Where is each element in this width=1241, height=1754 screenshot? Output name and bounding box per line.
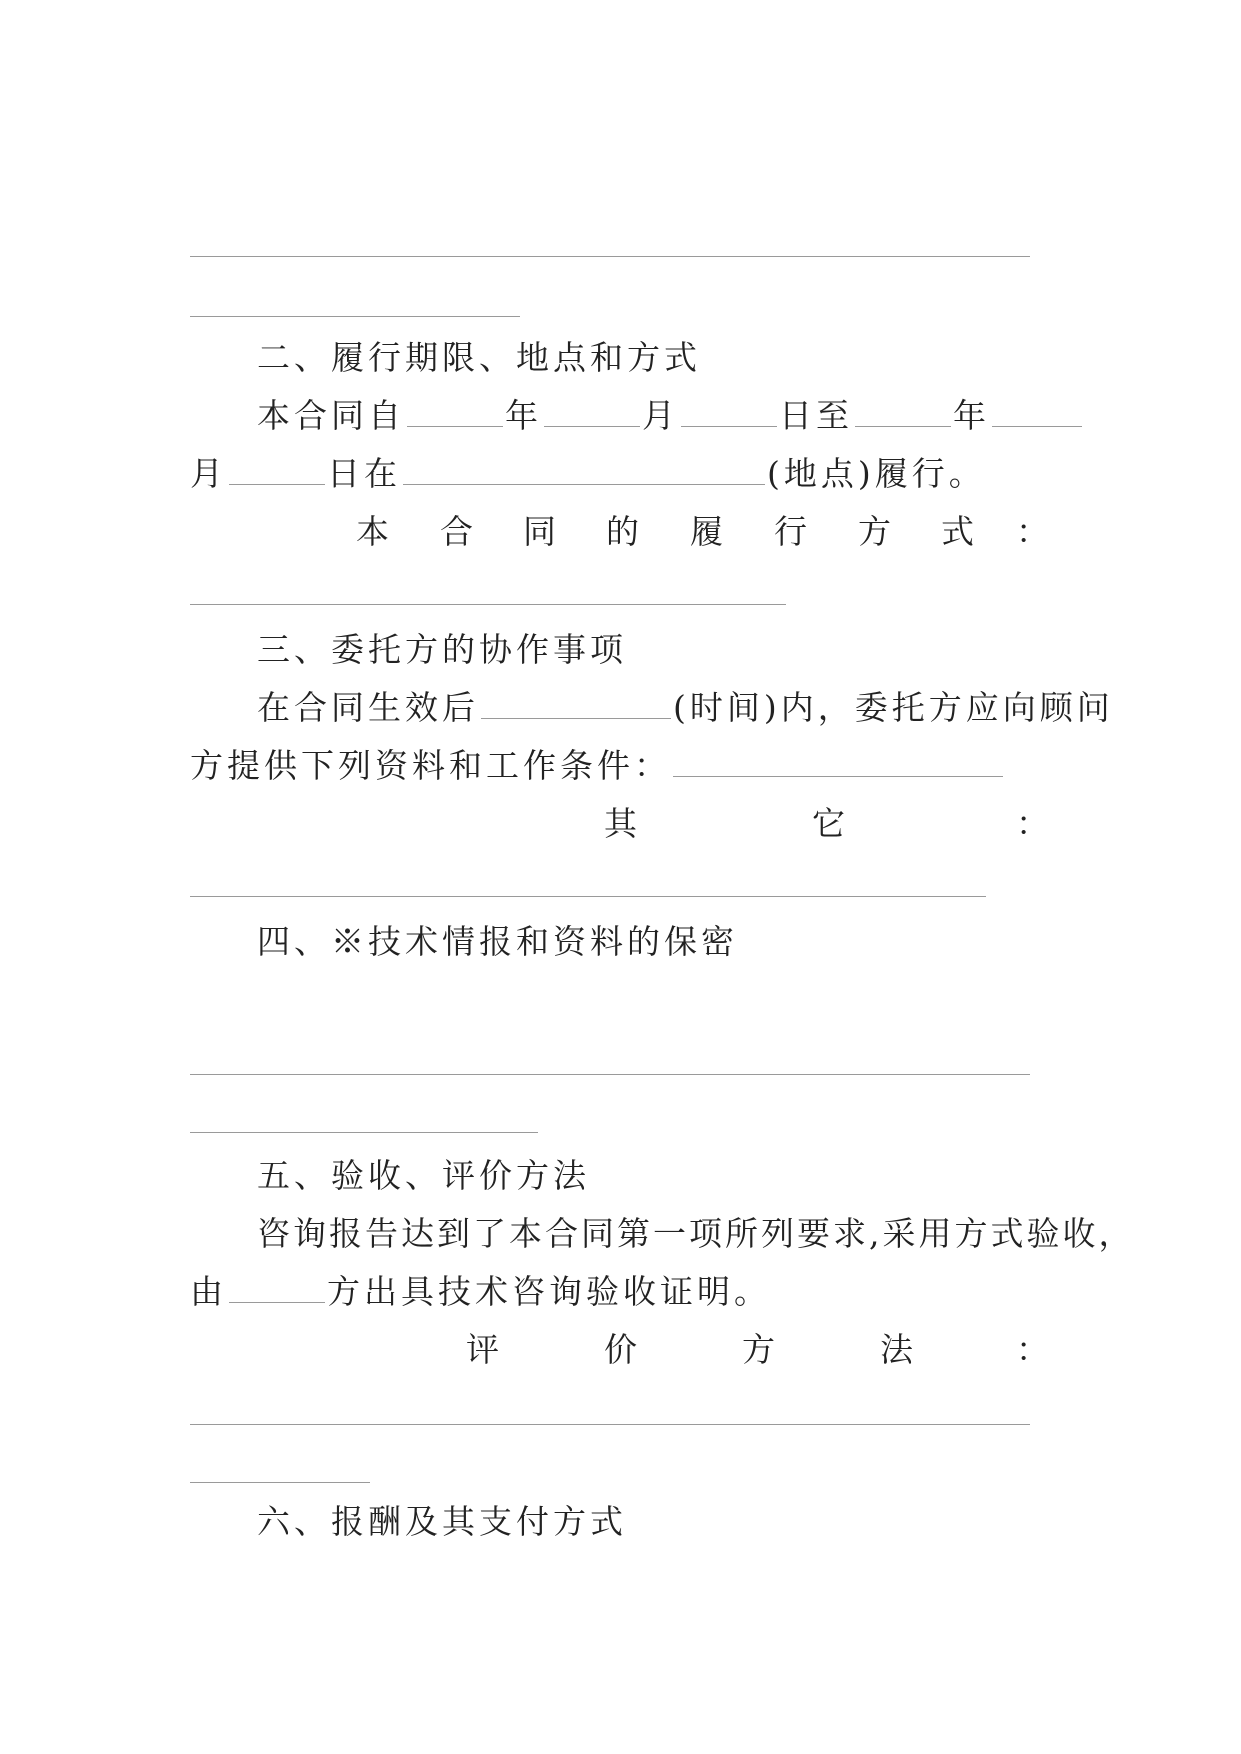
fill-line[interactable] <box>190 316 520 317</box>
text-fragment: 年 <box>953 396 990 435</box>
spread-char: 它 <box>812 804 845 843</box>
fill-line[interactable] <box>190 1482 370 1483</box>
text-fragment: 日在 <box>327 454 401 493</box>
fill-line[interactable] <box>190 256 1030 257</box>
spread-char: ： <box>1016 1330 1049 1369</box>
blank-field[interactable] <box>407 396 503 427</box>
section-heading: 二、履行期限、地点和方式 <box>257 338 701 377</box>
spread-char: 价 <box>604 1330 637 1369</box>
spread-char: 合 <box>440 512 473 551</box>
text-fragment: 日至 <box>779 396 853 435</box>
spread-char: 同 <box>523 512 556 551</box>
spread-char: 其 <box>604 804 637 843</box>
spread-char: 评 <box>466 1330 499 1369</box>
text-fragment: 月 <box>190 454 227 493</box>
text-fragment: 方提供下列资料和工作条件： <box>190 746 671 785</box>
paragraph-line <box>257 688 1114 728</box>
text-fragment: 年 <box>505 396 542 435</box>
text-fragment: 方出具技术咨询验收证明。 <box>327 1272 771 1311</box>
fill-line[interactable] <box>190 604 786 605</box>
paragraph-line <box>190 746 1005 786</box>
text-fragment: 本合同自 <box>257 396 405 435</box>
spread-char: ： <box>1016 804 1049 843</box>
section-heading: 四、※技术情报和资料的保密 <box>257 922 738 961</box>
paragraph-line <box>190 1272 771 1312</box>
spread-char: 方 <box>742 1330 775 1369</box>
blank-field[interactable] <box>673 746 1003 777</box>
section-heading: 五、验收、评价方法 <box>257 1156 590 1195</box>
blank-field[interactable] <box>992 396 1082 427</box>
text-fragment: (时间)内，委托方应向顾问 <box>673 688 1114 727</box>
spread-char: 行 <box>774 512 807 551</box>
paragraph-line: 咨询报告达到了本合同第一项所列要求,采用方式验收， <box>257 1214 1135 1253</box>
paragraph-line <box>257 396 1084 436</box>
blank-field[interactable] <box>403 454 765 485</box>
text-fragment: (地点)履行。 <box>767 454 986 493</box>
spread-char: 履 <box>690 512 723 551</box>
blank-field[interactable] <box>229 1272 325 1303</box>
text-fragment: 在合同生效后 <box>257 688 479 727</box>
spread-char: 法 <box>880 1330 913 1369</box>
paragraph-line <box>190 454 986 494</box>
fill-line[interactable] <box>190 896 986 897</box>
spread-char: 的 <box>606 512 639 551</box>
text-fragment: 月 <box>642 396 679 435</box>
text-fragment: 由 <box>190 1272 227 1311</box>
spread-char: ： <box>1016 512 1049 551</box>
section-heading: 三、委托方的协作事项 <box>257 630 627 669</box>
fill-line[interactable] <box>190 1424 1030 1425</box>
blank-field[interactable] <box>544 396 640 427</box>
spread-char: 本 <box>356 512 389 551</box>
fill-line[interactable] <box>190 1074 1030 1075</box>
blank-field[interactable] <box>681 396 777 427</box>
section-heading: 六、报酬及其支付方式 <box>257 1502 627 1541</box>
spread-char: 式 <box>941 512 974 551</box>
blank-field[interactable] <box>481 688 671 719</box>
spread-char: 方 <box>858 512 891 551</box>
fill-line[interactable] <box>190 1132 538 1133</box>
blank-field[interactable] <box>855 396 951 427</box>
blank-field[interactable] <box>229 454 325 485</box>
